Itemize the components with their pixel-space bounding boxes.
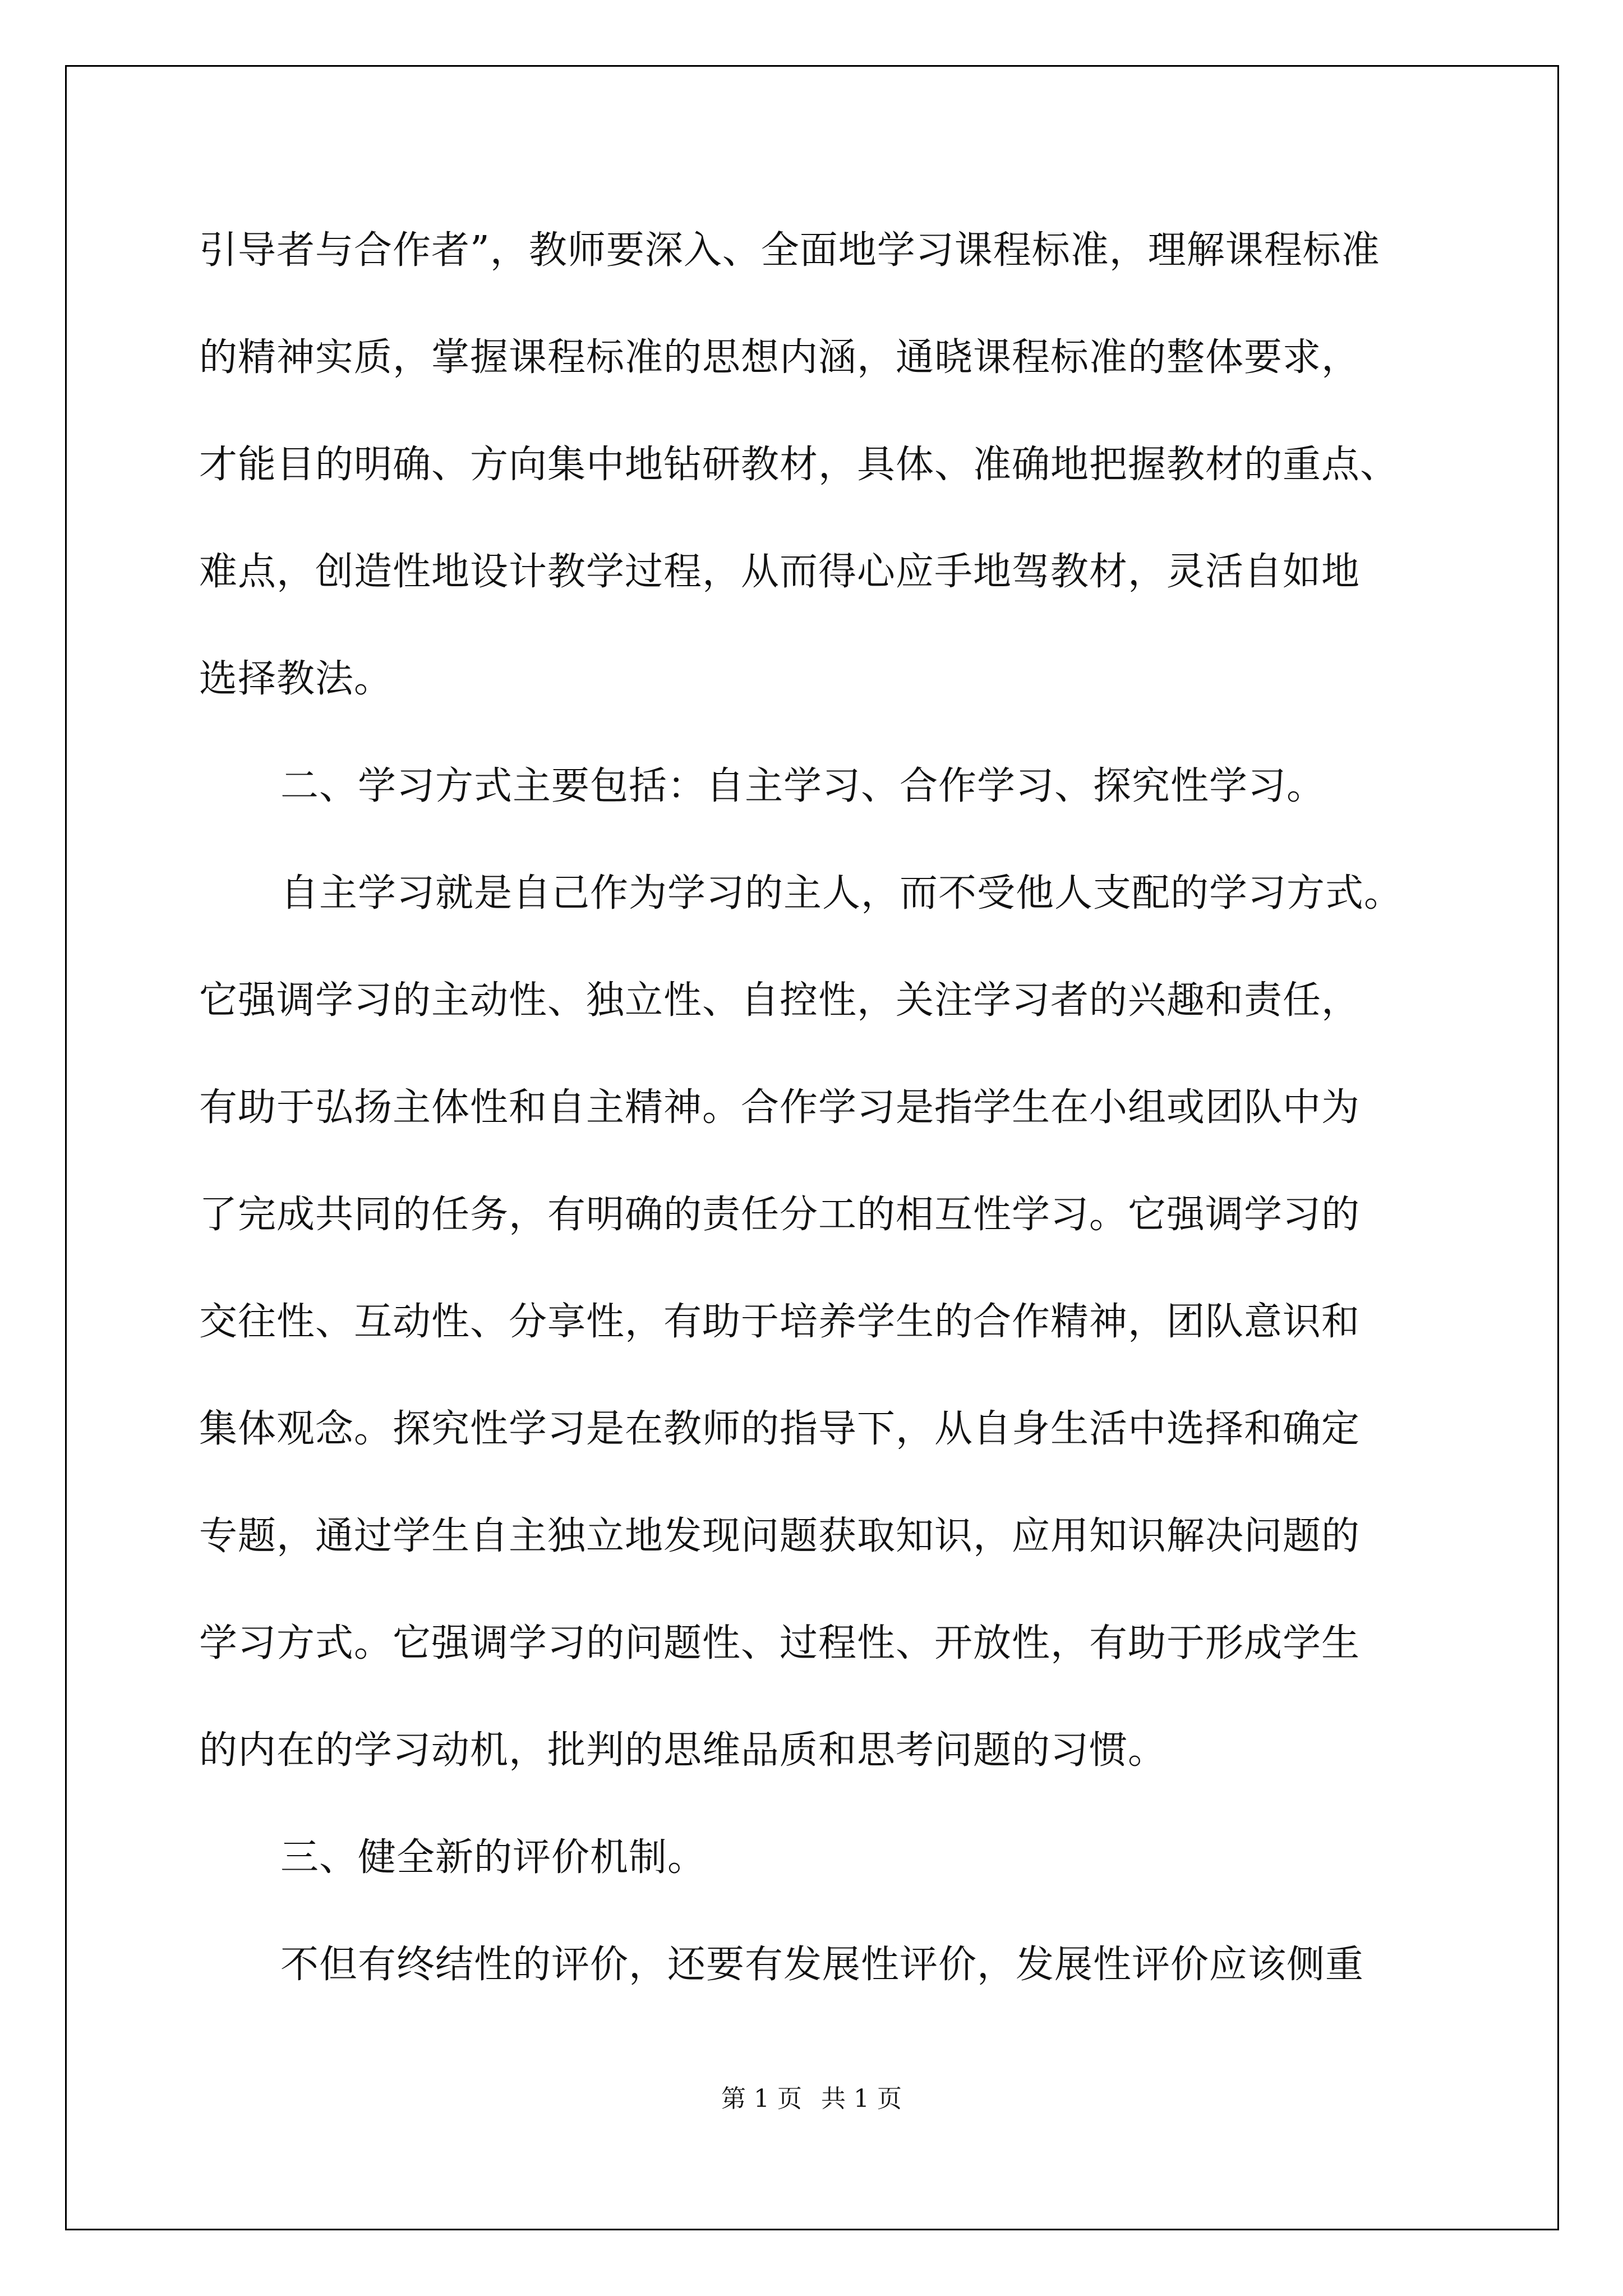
paragraph-first-line: 不但有终结性的评价，还要有发展性评价，发展性评价应该侧重 (280, 1943, 1364, 1987)
text-line: 交往性、互动性、分享性，有助于培养学生的合作精神，团队意识和 (199, 1300, 1361, 1344)
text-line: 选择教法。 (199, 657, 393, 701)
page-count: 共 1 页 (821, 2085, 902, 2113)
paragraph-first-line: 自主学习就是自己作为学习的主人，而不受他人支配的学习方式。 (280, 871, 1403, 915)
section-heading: 三、健全新的评价机制。 (280, 1835, 707, 1880)
text-line: 学习方式。它强调学习的问题性、过程性、开放性，有助于形成学生 (199, 1621, 1361, 1665)
text-line: 的内在的学习动机，批判的思维品质和思考问题的习惯。 (199, 1728, 1167, 1773)
text-line: 它强调学习的主动性、独立性、自控性，关注学习者的兴趣和责任， (199, 978, 1361, 1023)
page-number: 第 1 页 (721, 2085, 802, 2113)
section-heading: 二、学习方式主要包括：自主学习、合作学习、探究性学习。 (280, 764, 1326, 808)
text-line: 了完成共同的任务，有明确的责任分工的相互性学习。它强调学习的 (199, 1193, 1361, 1237)
text-line: 引导者与合作者”，教师要深入、全面地学习课程标准，理解课程标准 (199, 228, 1380, 273)
page-border (65, 65, 1559, 2230)
text-line: 集体观念。探究性学习是在教师的指导下，从自身生活中选择和确定 (199, 1407, 1361, 1451)
text-line: 专题，通过学生自主独立地发现问题获取知识，应用知识解决问题的 (199, 1514, 1361, 1558)
text-line: 的精神实质，掌握课程标准的思想内涵，通晓课程标准的整体要求， (199, 335, 1361, 380)
page-footer (0, 2087, 1623, 2111)
text-line: 有助于弘扬主体性和自主精神。合作学习是指学生在小组或团队中为 (199, 1085, 1361, 1130)
text-line: 才能目的明确、方向集中地钻研教材，具体、准确地把握教材的重点、 (199, 443, 1399, 487)
text-line: 难点，创造性地设计教学过程，从而得心应手地驾教材，灵活自如地 (199, 550, 1361, 594)
